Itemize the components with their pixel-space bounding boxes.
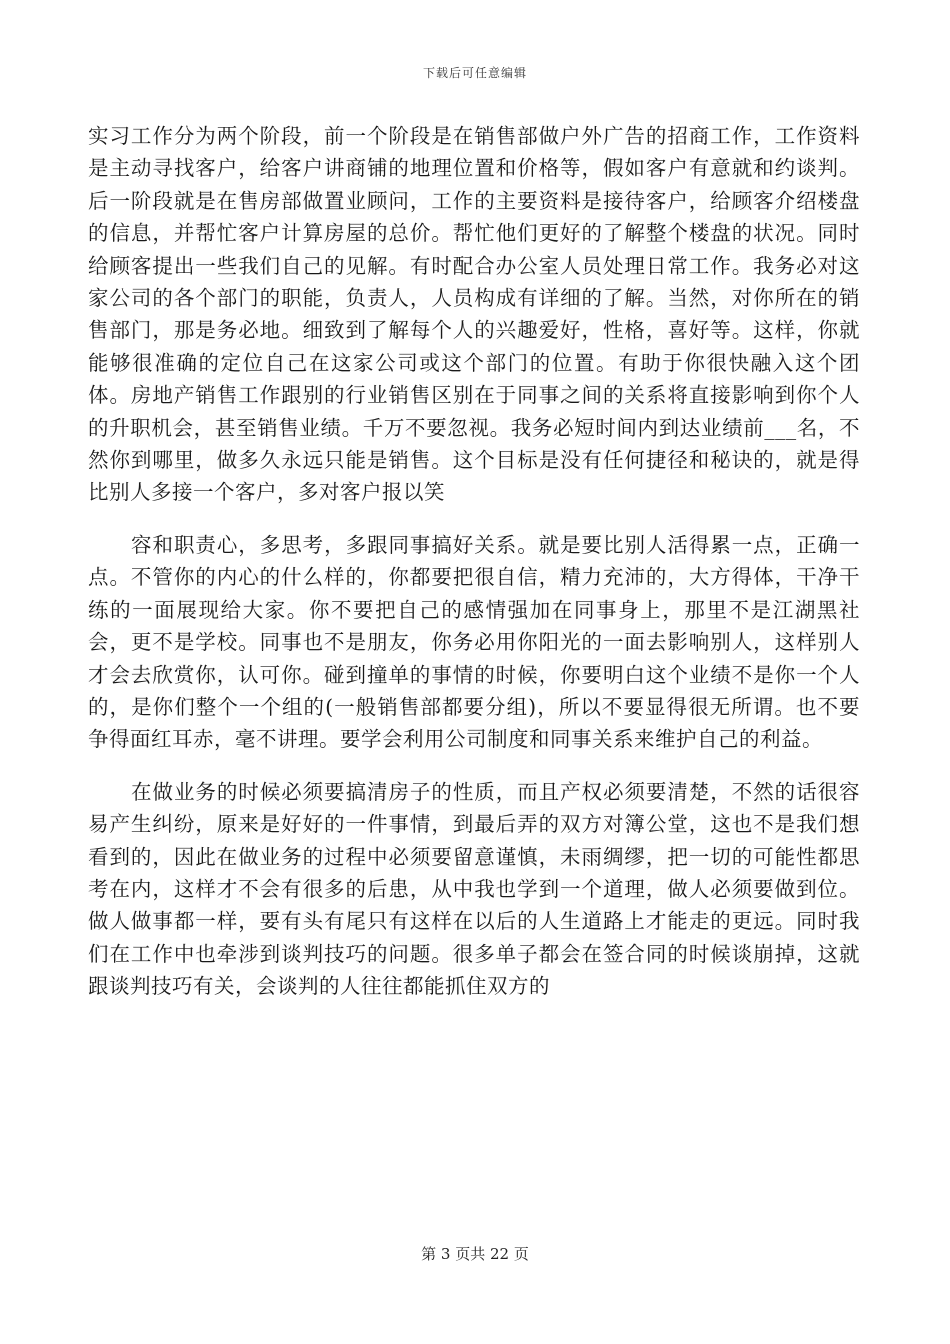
paragraph-2: 容和职责心，多思考，多跟同事搞好关系。就是要比别人活得累一点，正确一点。不管你的内心的什么样的，你都要把很自信，精力充沛的，大方得体，干净干练的一面展现给大家。你不要把自己的感情强加在同事身上，那里不是江湖黑社会，更不是学校。同事也不是朋友，你务必用你阳光的一面去影响别人，这样别人才会去欣赏你，认可你。碰到撞单的事情的时候，你要明白这个业绩不是你一个人的，是你们整个一个组的(一般销售部都要分组)，所以不要显得很无所谓。也不要争得面红耳赤，毫不讲理。要学会利用公司制度和同事关系来维护自己的利益。	[88, 532, 860, 752]
document-body	[88, 120, 860, 1003]
page-header: 下载后可任意编辑	[422, 66, 527, 80]
page-number-footer: 第 3 页共 22 页	[421, 1245, 529, 1263]
paragraph-1: 实习工作分为两个阶段，前一个阶段是在销售部做户外广告的招商工作，工作资料是主动寻找客户，给客户讲商铺的地理位置和价格等，假如客户有意就和约谈判。后一阶段就是在售房部做置业顾问，工作的主要资料是接待客户，给顾客介绍楼盘的信息，并帮忙客户计算房屋的总价。帮忙他们更好的了解整个楼盘的状况。同时给顾客提出一些我们自己的见解。有时配合办公室人员处理日常工作。我务必对这家公司的各个部门的职能，负责人，人员构成有详细的了解。当然，对你所在的销售部门，那是务必地。细致到了解每个人的兴趣爱好，性格，喜好等。这样，你就能够很准确的定位自己在这家公司或这个部门的位置。有助于你很快融入这个团体。房地产销售工作跟别的行业销售区别在于同事之间的关系将直接影响到你个人的升职机会，甚至销售业绩。千万不要忽视。我务必短时间内到达业绩前___名，不然你到哪里，做多久永远只能是销售。这个目标是没有任何捷径和秘诀的，就是得比别人多接一个客户，多对客户报以笑	[88, 124, 860, 505]
paragraph-3: 在做业务的时候必须要搞清房子的性质，而且产权必须要清楚，不然的话很容易产生纠纷，原来是好好的一件事情，到最后弄的双方对簿公堂，这也不是我们想看到的，因此在做业务的过程中必须要留意谨慎，未雨绸缪，把一切的可能性都思考在内，这样才不会有很多的后患，从中我也学到一个道理，做人必须要做到位。做人做事都一样，要有头有尾只有这样在以后的人生道路上才能走的更远。同时我们在工作中也牵涉到谈判技巧的问题。很多单子都会在签合同的时候谈崩掉，这就跟谈判技巧有关，会谈判的人往往都能抓住双方的	[88, 779, 860, 999]
